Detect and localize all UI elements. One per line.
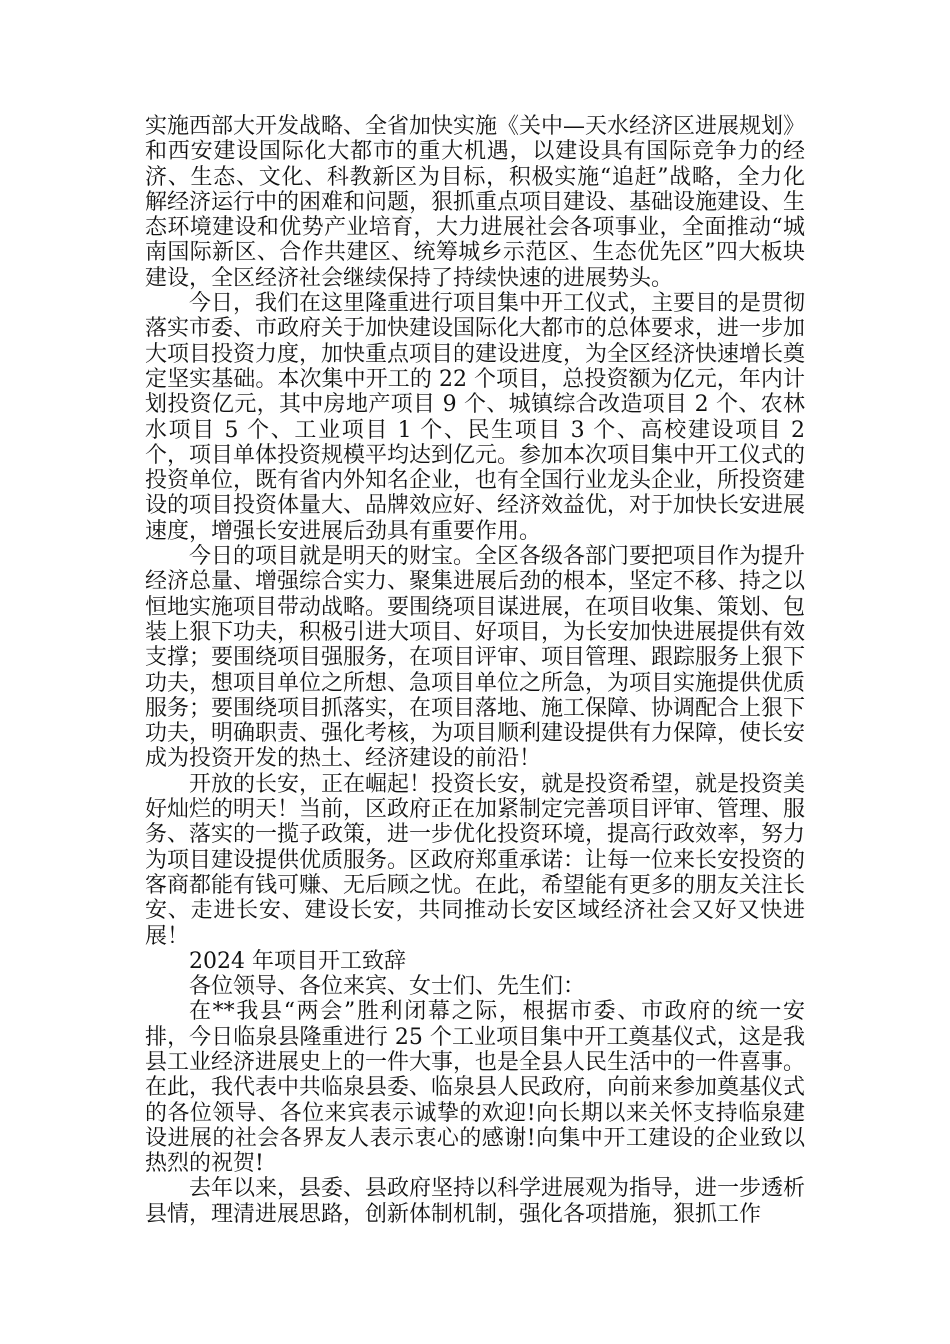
- paragraph-4: 开放的长安，正在崛起！投资长安，就是投资希望，就是投资美好灿烂的明天！当前，区政府正在加紧制定完善项目评审、管理、服务、落实的一揽子政策，进一步优化投资环境，提高行政效率，努力为项目建设提供优质服务。区政府郑重承诺：让每一位来长安投资的客商都能有钱可赚、无后顾之忧。在此，希望能有更多的朋友关注长安、走进长安、建设长安，共同推动长安区域经济社会又好又快进展！: [145, 771, 806, 949]
- document-body: [145, 114, 805, 1227]
- salutation: 各位领导、各位来宾、女士们、先生们：: [189, 974, 586, 1000]
- paragraph-5: 在**我县“两会”胜利闭幕之际，根据市委、市政府的统一安排，今日临泉县隆重进行 25 个工业项目集中开工奠基仪式，这是我县工业经济进展史上的一件大事，也是全县人民生活中的一件喜事。在此，我代表中共临泉县委、临泉县人民政府，向前来参加奠基仪式的各位领导、各位来宾表示诚挚的欢迎!向长期以来关怀支持临泉建设进展的社会各界友人表示衷心的感谢!向集中开工建设的企业致以热烈的祝贺!: [145, 999, 806, 1177]
- paragraph-2: 今日，我们在这里隆重进行项目集中开工仪式，主要目的是贯彻落实市委、市政府关于加快建设国际化大都市的总体要求，进一步加大项目投资力度，加快重点项目的建设进度，为全区经济快速增长奠定坚实基础。本次集中开工的 22 个项目，总投资额为亿元，年内计划投资亿元，其中房地产项目 9 个、城镇综合改造项目 2 个、农林水项目 5 个、工业项目 1 个、民生项目 3 个、高校建设项目 2 个，项目单体投资规模平均达到亿元。参加本次项目集中开工仪式的投资单位，既有省内外知名企业，也有全国行业龙头企业，所投资建设的项目投资体量大、品牌效应好、经济效益优，对于加快长安进展速度，增强长安进展后劲具有重要作用。: [145, 291, 806, 544]
- paragraph-1: 实施西部大开发战略、全省加快实施《关中—天水经济区进展规划》和西安建设国际化大都市的重大机遇，以建设具有国际竞争力的经济、生态、文化、科教新区为目标，积极实施“追赶”战略，全力化解经济运行中的困难和问题，狠抓重点项目建设、基础设施建设、生态环境建设和优势产业培育，大力进展社会各项事业，全面推动“城南国际新区、合作共建区、统筹城乡示范区、生态优先区”四大板块建设，全区经济社会继续保持了持续快速的进展势头。: [145, 114, 806, 291]
- paragraph-3: 今日的项目就是明天的财宝。全区各级各部门要把项目作为提升经济总量、增强综合实力、聚集进展后劲的根本，坚定不移、持之以恒地实施项目带动战略。要围绕项目谋进展，在项目收集、策划、包装上狠下功夫，积极引进大项目、好项目，为长安加快进展提供有效支撑；要围绕项目强服务，在项目评审、项目管理、跟踪服务上狠下功夫，想项目单位之所想、急项目单位之所急，为项目实施提供优质服务；要围绕项目抓落实，在项目落地、施工保障、协调配合上狠下功夫，明确职责、强化考核，为项目顺利建设提供有力保障，使长安成为投资开发的热土、经济建设的前沿！: [145, 544, 806, 772]
- section-heading: 2024 年项目开工致辞: [189, 948, 406, 974]
- paragraph-6: 去年以来，县委、县政府坚持以科学进展观为指导，进一步透析县情，理清进展思路，创新体制机制，强化各项措施，狠抓工作: [145, 1176, 806, 1227]
